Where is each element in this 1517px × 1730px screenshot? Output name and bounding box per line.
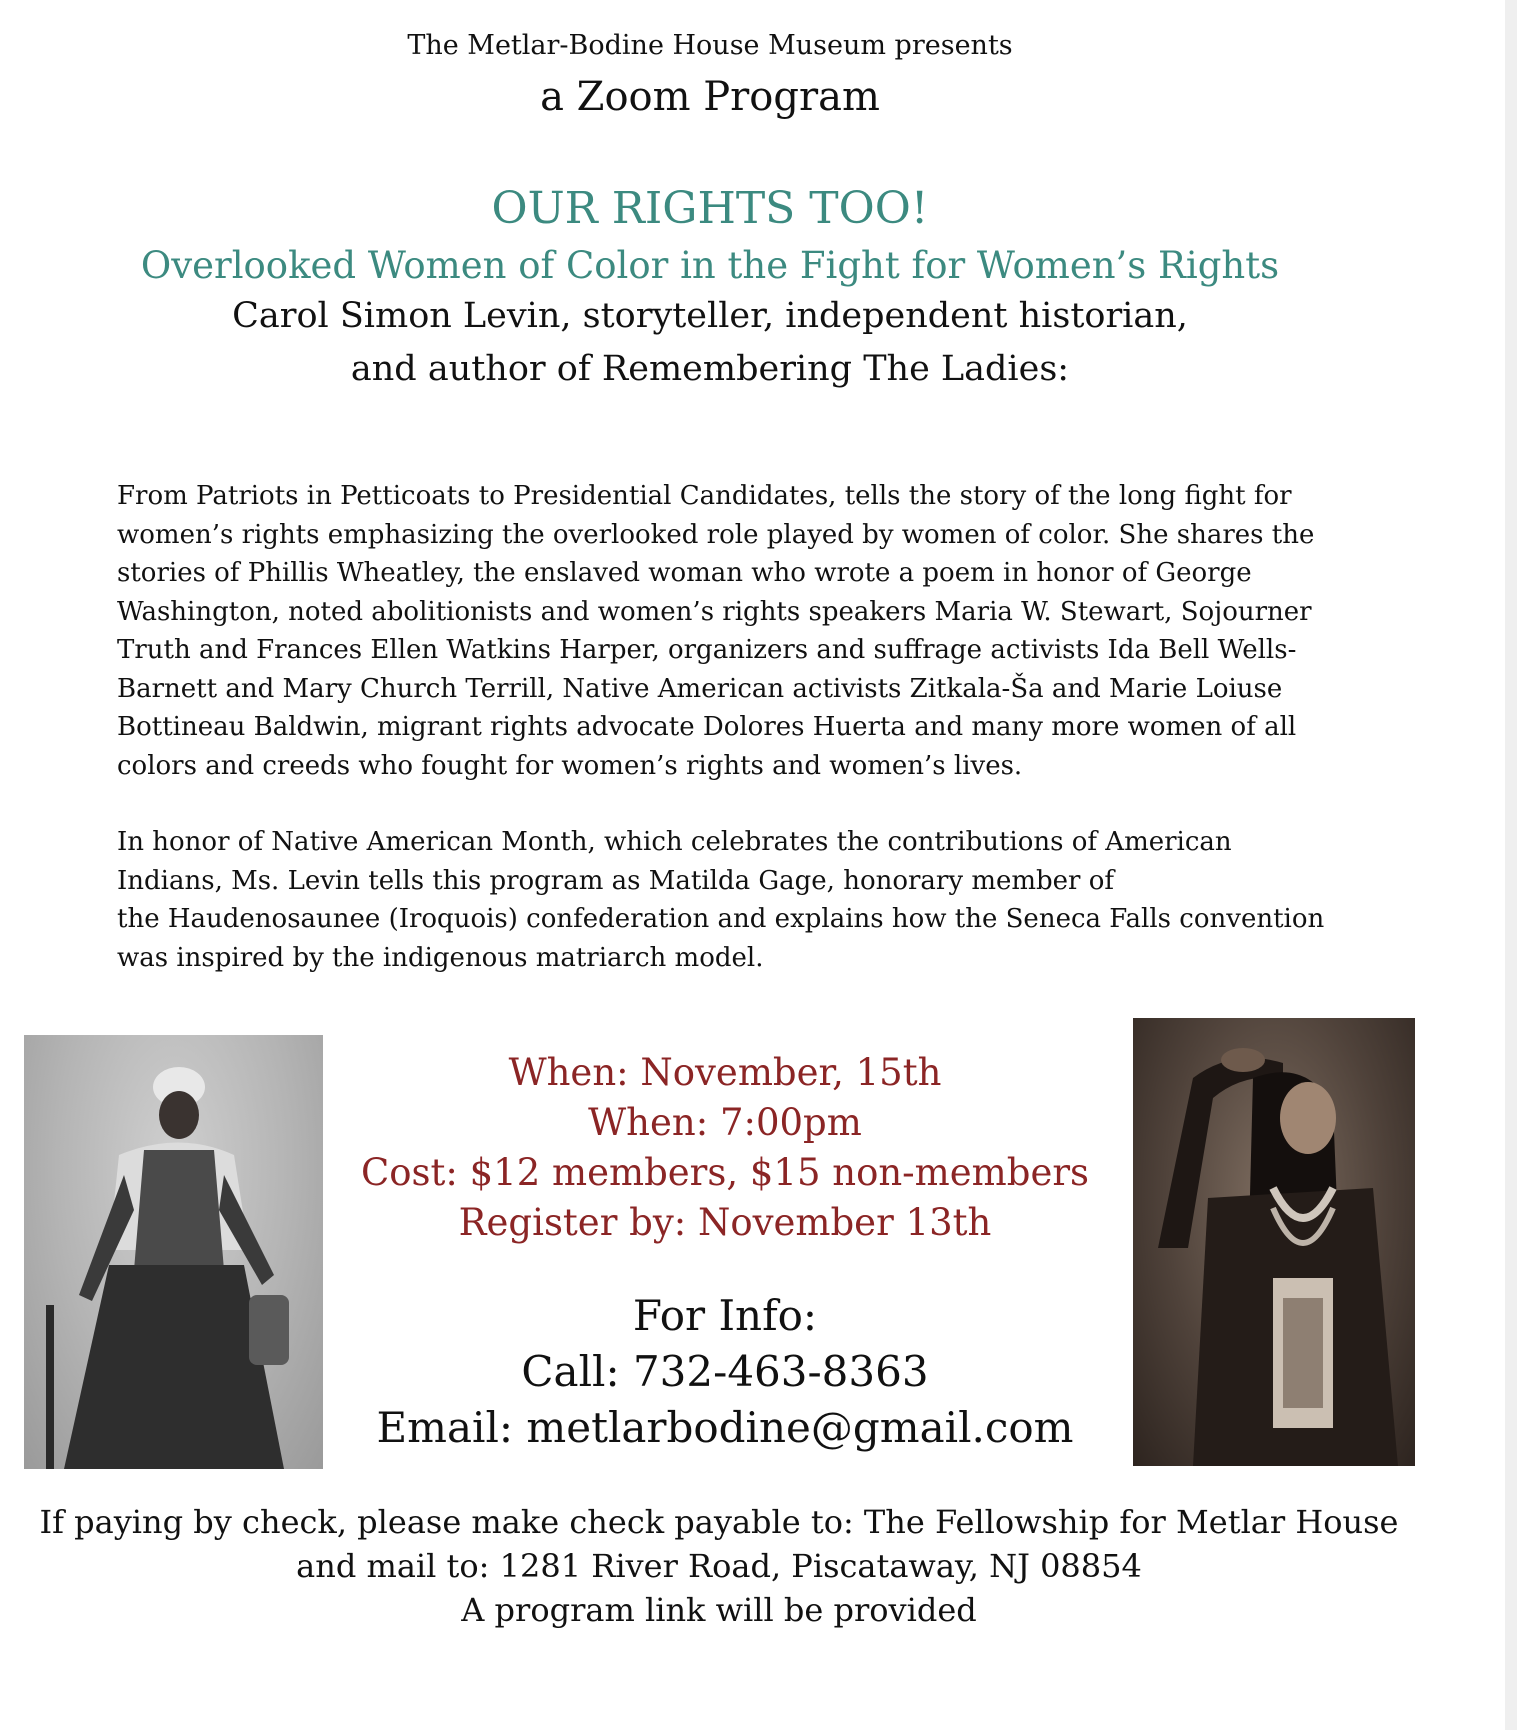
portrait-photo-left [24,1035,323,1469]
paragraph-line: Washington, noted abolitionists and women’s rights speakers Maria W. Stewart, Sojourner [117,596,1312,627]
paragraph-line: colors and creeds who fought for women’s rights and women’s lives. [117,750,1023,781]
info-heading: For Info: [632,1291,818,1340]
mail-address-line: and mail to: 1281 River Road, Piscataway, NJ 08854 [296,1547,1142,1585]
paragraph-line: stories of Phillis Wheatley, the enslaved woman who wrote a poem in honor of George [117,558,1252,588]
description-paragraph-1 [117,477,1377,785]
event-time: When: 7:00pm [588,1101,862,1144]
page-scroll-edge [1505,0,1517,1730]
contact-email: Email: metlarbodine@gmail.com [376,1403,1074,1452]
event-title: OUR RIGHTS TOO! [491,183,929,234]
paragraph-line: From Patriots in Petticoats to Presidential Candidates, tells the story of the long fight for [117,481,1292,511]
event-details [360,1048,1090,1248]
paragraph-line: Truth and Frances Ellen Watkins Harper, organizers and suffrage activists Ida Bell Wells- [117,635,1297,665]
paragraph-line: Barnett and Mary Church Terrill, Native American activists Zitkala-Ša and Marie Loiuse [117,673,1283,704]
contact-info [360,1288,1090,1456]
paragraph-line: Indians, Ms. Levin tells this program as Matilda Gage, honorary member of [117,865,1115,896]
event-subtitle: Overlooked Women of Color in the Fight for Women’s Rights [140,244,1280,287]
paragraph-line: was inspired by the indigenous matriarch model. [117,942,764,973]
paragraph-line: In honor of Native American Month, which celebrates the contributions of American [117,827,1232,857]
portrait-photo-right [1133,1018,1415,1466]
speaker-line: Carol Simon Levin, storyteller, independent historian, [232,296,1188,336]
event-date: When: November, 15th [508,1051,942,1094]
paragraph-line: Bottineau Baldwin, migrant rights advocate Dolores Huerta and many more women of all [117,712,1297,742]
program-link-note: A program link will be provided [461,1591,977,1629]
presenter-line: The Metlar-Bodine House Museum presents [407,30,1013,61]
contact-phone: Call: 732-463-8363 [521,1347,929,1396]
paragraph-line: women’s rights emphasizing the overlooked role played by women of color. She shares the [117,519,1315,550]
portrait-right-figure [1133,1018,1415,1466]
portrait-left-figure [24,1035,323,1469]
paragraph-line: the Haudenosaunee (Iroquois) confederation and explains how the Seneca Falls convention [117,904,1325,934]
event-cost: Cost: $12 members, $15 non-members [360,1151,1090,1194]
description-paragraph-2 [117,823,1377,977]
payment-footer [0,1500,1438,1632]
author-line: and author of Remembering The Ladies: [350,349,1070,389]
check-payable-line: If paying by check, please make check payable to: The Fellowship for Metlar House [39,1503,1399,1541]
register-deadline: Register by: November 13th [458,1201,992,1244]
program-type: a Zoom Program [540,74,880,120]
